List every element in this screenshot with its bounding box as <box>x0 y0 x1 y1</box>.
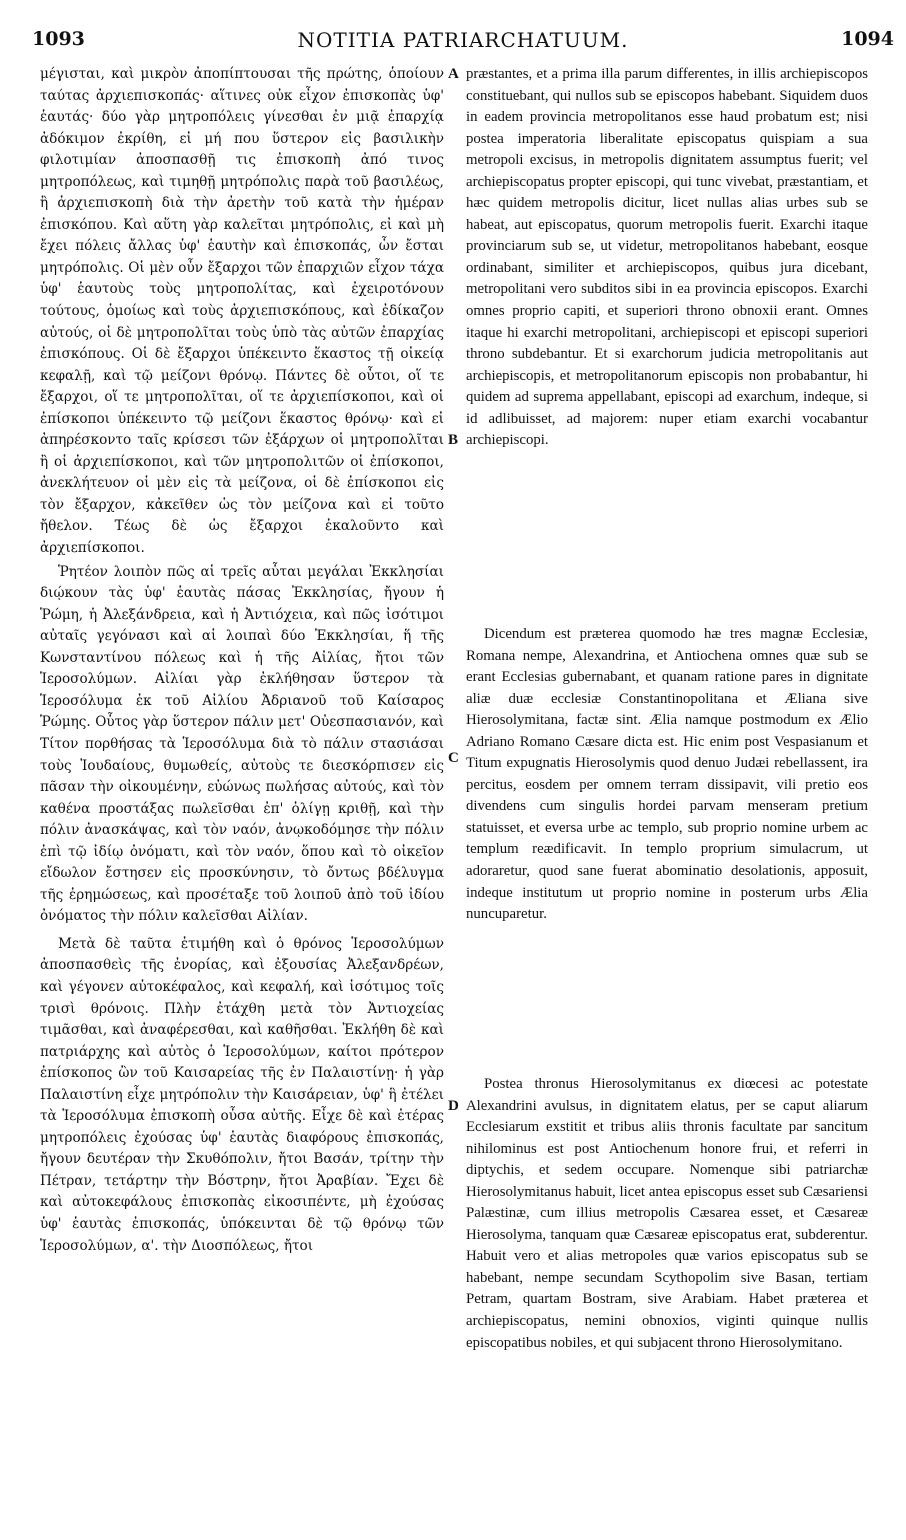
running-title: NOTITIA PATRIARCHATUUM. <box>297 28 629 52</box>
greek-column <box>40 64 444 1257</box>
margin-marker-b: B <box>448 432 459 448</box>
greek-paragraph: Ῥητέον λοιπὸν πῶς αἱ τρεῖς αὗται μεγάλαι Ἐκκλησίαι διῴκουν τὰς ὑφ' ἑαυτὰς πάσας Ἐκκλησίας, ἤγουν ἡ Ῥώμη, ἡ Ἀλεξάνδρεια, καὶ ἡ Ἀντιόχεια, καὶ πῶς ἰσότιμοι αὐταῖς γεγόνασι καὶ αἱ λοιπαὶ δύο Ἐκκλησίαι, ἥ τῆς Κωνσταντίνου πόλεως καὶ ἡ τῆς Αἰλίας, ἤτοι τῶν Ἱεροσολύμων. Αἰλίαι γὰρ ἐκλήθησαν ὕστερον τὰ Ἱεροσόλυμα ἐκ τοῦ Αἰλίου Ἀδριανοῦ τοῦ Καίσαρος Ῥώμης. Οὗτος γὰρ ὕστερον πάλιν μετ' Οὐεσπασιανόν, καὶ Τίτον πορθήσας τὰ Ἱεροσόλυμα διὰ τὸ πάλιν στασιάσαι τοὺς Ἰουδαίους, θυμωθείς, αὐτοὺς τε διεσκόρπισεν εἰς πᾶσαν τὴν οἰκουμένην, εὐώνως πωλήσας αὐτούς, καὶ τὸν καθένα προστάξας πωλεῖσθαι ἐπ' ὀλίγῃ κριθῇ, καὶ τὴν πόλιν ἀνασκάψας, καὶ τὸν ναόν, ἀνῳκοδόμησε τὴν πόλιν ἐπὶ τῷ ἰδίῳ ὀνόματι, καὶ τὸν ναόν, ὅπου καὶ τὸ οἰκεῖον εἴδωλον ἔστησεν εἰς προσκύνησιν, τὸ ὄντως βδέλυγμα τῆς ἐρημώσεως, καὶ προσέταξε τοῦ λοιποῦ ἀπὸ τοῦ ἰδίου ὀνόματος τὴν πόλιν καλεῖσθαι Αἰλίαν. <box>40 563 444 925</box>
latin-paragraph: præstantes, et a prima illa parum differentes, in illis archiepiscopos constituebant, qui nullos sub se episcopos habebant. Siquidem duos in eadem provincia metropolitanos esse haud probatum est; nisi postea imperatoria liberalitate episcopatus quispiam a sua metropoli excisus, in metropolis dignitatem assumptus fuerit; vel archiepiscopatus propter episcopi, qui tunc vivebat, præstantiam, et hæc quidem metropolis dicitur, licet nullas alias urbes sub se habeat, aut episcopatus, quorum metropolis fuerit. Exarchi itaque provinciarum sub se, ut videtur, metropolitanos habebant, eosque ordinabant, similiter et archiepiscopos, quibus jura dicebant, metropolitani vero subditos sibi in ea provincia episcopos. Exarchi omnes proprio capiti, et superiori throno obnoxii erant. Omnes itaque hi exarchi metropolitani, archiepiscopi et episcopi superiori throno subdebantur. Et si exarchorum judicia metropolitanis aut archiepiscopis, et metropolitanorum episcopis non probabantur, hi quidem ad suprema appellabant, episcopi ad exarchum, indeque, si id adlibuisset, ad majorem: nuper etiam exarchi vocabantur archiepiscopi. <box>466 66 868 449</box>
right-page-number: 1094 <box>841 28 894 50</box>
greek-paragraph: Μετὰ δὲ ταῦτα ἐτιμήθη καὶ ὁ θρόνος Ἱεροσολύμων ἀποσπασθεὶς τῆς ἐνορίας, καὶ ἐξουσίας Ἀλεξανδρέων, καὶ γέγονεν αὐτοκέφαλος, καὶ κεφαλή, καὶ ἰσότιμος τοῖς τρισὶ θρόνοις. Πλὴν ἐτάχθη μετὰ τὸν Ἀντιοχείας τιμᾶσθαι, καὶ ἀναφέρεσθαι, καὶ καθῆσθαι. Ἐκλήθη δὲ καὶ πατριάρχης καὶ αὐτὸς ὁ Ἱεροσολύμων, καίτοι πρότερον ἐπίσκοπος ὢν τοῦ Καισαρείας τῆς ἐν Παλαιστίνῃ· ἡ γὰρ Παλαιστίνη εἶχε μητρόπολιν τὴν Καισάρειαν, ὑφ' ἣ ἐτέλει τὰ Ἱεροσόλυμα ἐπισκοπὴ οὖσα αὐτῆς. Εἶχε δὲ καὶ ἑτέρας μητροπόλεις ἐχούσας ὑφ' ἑαυτὰς διαφόρους ἐπισκοπάς, ἤγουν δευτέραν τὴν Σκυθόπολιν, ἤτοι Βασάν, τρίτην τὴν Πέτραν, τετάρτην τὴν Βόστρην, ἤτοι Ἀραβίαν. Ἔχει δὲ καὶ αὐτοκεφάλους ἐπισκοπὰς εἰκοσιπέντε, μὴ ἐχούσας ὑφ' ἑαυτὰς ἐπισκοπάς, ὑπόκεινται δὲ τῷ θρόνῳ τῶν Ἱεροσολύμων, α'. τὴν Διοσπόλεως, ἤτοι <box>40 935 444 1254</box>
margin-marker-d: D <box>448 1098 459 1114</box>
left-page-number: 1093 <box>32 28 85 50</box>
latin-paragraph: Postea thronus Hierosolymitanus ex diœcesi ac potestate Alexandrini avulsus, in dignitatem elatus, per se caput aliarum Ecclesiarum exstitit et tribus aliis thronis facultate par sancitum nihilominus est post Antiochenum honore frui, et referri in diptychis, et sedem occupare. Nomenque sibi patriarchæ Hierosolymitanus habuit, licet antea episcopus esset sub Cæsariensi Palæstinæ, cum illius metropolis Cæsarea esset, et Cæsareæ Hierosolyma, tanquam quæ Cæsareæ episcopatus erat, subderentur. Habuit vero et alias metropoles quæ varios episcopatus sub se habebant, nempe secundam Scythopolim sive Basan, tertiam Petram, quartam Bostram, sive Arabiam. Habet præterea et archiepiscopatus, nemini obnoxios, viginti quinque nullis episcopatibus nobiles, et qui subjacent throno Hierosolymitano. <box>466 1076 868 1351</box>
page-header <box>32 28 894 58</box>
greek-paragraph: μέγισται, καὶ μικρὸν ἀποπίπτουσαι τῆς πρώτης, ὁποίουν ταύτας ἀρχιεπισκοπάς· αἵτινες οὐκ εἶχον ἐπισκοπὰς ὑφ' ἑαυτάς· δύο γὰρ μητροπόλεις γίνεσθαι ἐν μιᾷ ἐπαρχίᾳ ἀδόκιμον ἐκρίθη, εἰ μή που ὕστερον εἰς βασιλικὴν φιλοτιμίαν ἀποσπασθῇ τις ἐπισκοπὴ ἀπό τινος μητροπόλεως, καὶ τιμηθῇ μητρόπολις παρὰ τοῦ βασιλέως, ἢ ἀρχιεπισκοπὴ διὰ τὴν ἀρετὴν τοῦ κατὰ τὴν ἡμέραν ἐπισκόπου. Καὶ αὕτη γὰρ καλεῖται μητρόπολις, εἰ καὶ μὴ ἔχει πόλεις ἄλλας ὑφ' ἑαυτὴν καὶ ἐπισκοπάς, ὧν ἔσται μητρόπολις. Οἱ μὲν οὖν ἔξαρχοι τῶν ἐπαρχιῶν εἶχον τάχα ὑφ' ἑαυτοὺς τοὺς μητροπολίτας, καὶ ἐχειροτόνουν τούτους, ὁμοίως καὶ τοὺς ἀρχιεπισκόπους, καὶ ἐδίκαζον αὐτούς, οἱ δὲ μητροπολῖται τοὺς ὑπὸ τὰς αὐτῶν ἐπαρχίας ἐπισκόπους. Οἱ δὲ ἔξαρχοι ὑπέκειντο ἕκαστος τῇ οἰκείᾳ κεφαλῇ, καὶ τῷ μείζονι θρόνῳ. Πάντες δὲ οὗτοι, οἵ τε ἔξαρχοι, οἵ τε μητροπολῖται, οἵ τε ἀρχιεπίσκοποι, καὶ οἱ ἐπίσκοποι ὑπέκειντο τῷ μείζονι ἕκαστος θρόνῳ· καὶ εἰ ἀπηρέσκοντο ταῖς κρίσεσι τῶν ἐξάρχων οἱ μητροπολῖται ἢ οἱ ἀρχιεπίσκοποι, καὶ τῶν μητροπολιτῶν οἱ ἐπίσκοποι, ἀνεκλήτευον οἱ μὲν εἰς τὰ μείζονα, οἱ δὲ ἐπίσκοποι εἰς τὸν ἔξαρχον, κἀκεῖθεν ὡς τὸν μείζονα καὶ εἰ τοῦτο ἤθελον. Τέως δὲ ὡς ἔξαρχοι ἐκαλοῦντο καὶ ἀρχιεπίσκοποι. <box>40 66 444 557</box>
margin-marker-c: C <box>448 750 459 766</box>
latin-column <box>466 64 868 1351</box>
margin-marker-a: A <box>448 66 459 82</box>
latin-paragraph: Dicendum est præterea quomodo hæ tres magnæ Ecclesiæ, Romana nempe, Alexandrina, et Antiochena omnes quæ sub se erant Ecclesias gubernabant, et quanam ratione pares in dignitate aliæ duæ ecclesiæ Constantinopolitana et Æliana sive Hierosolymitana, factæ sint. Ælia namque postmodum ex Ælio Adriano Romano Cæsare dicta est. Hic enim post Vespasianum et Titum expugnatis Hierosolymis quod denuo Judæi rebellassent, ira percitus, eosdem per omnem terram dissipavit, vili pretio eos divendens cum singulis hordei parvam menseram pretium statuisset, et eversa urbe ac templo, sub proprio nomine urbem ac templum reædificavit. In templo proprium simulacrum, ut adoraretur, quod sane fuerat abominatio desolationis, apposuit, indeque institutum ut proprio nomine in posterum urbs Ælia nuncuparetur. <box>466 626 868 923</box>
